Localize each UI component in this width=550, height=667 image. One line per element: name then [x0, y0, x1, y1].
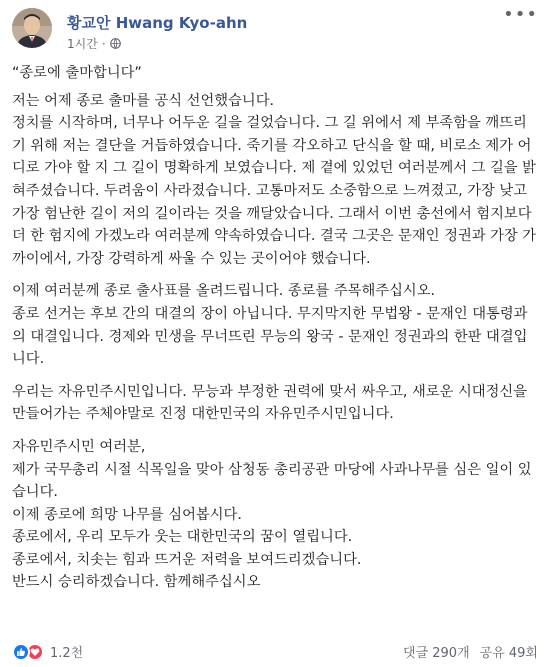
- avatar-photo: [12, 8, 52, 48]
- post-footer: [12, 640, 538, 662]
- paragraph-line: 종로 선거는 후보 간의 대결의 장이 아닙니다. 무지막지한 무법왕 - 문재인 대통령과의 대결입니다. 경제와 민생을 무너뜨린 무능의 왕국 - 문재인 정권과의 한판 대결입니다.: [12, 305, 528, 368]
- paragraph-line: 이제 종로에 희망 나무를 심어봅시다.: [12, 506, 242, 523]
- paragraph-line: 종로에서, 우리 모두가 웃는 대한민국의 꿈이 열립니다.: [12, 529, 353, 546]
- paragraph-line: 정치를 시작하며, 너무나 어두운 길을 걸었습니다. 그 길 위에서 제 부족함을 깨뜨리기 위해 저는 결단을 거듭하였습니다. 죽기를 각오하고 단식을 할 때, 비로소 제가 어디로 가야 할 지 그 길이 명확하게 보였습니다. 제 곁에 있었던 여러분께서 그 길을 밝혀주셨습니다. 두려움이 사라졌습니다. 고통마저도 소중함으로 느껴졌고, 가장 낮고 가장 험난한 길이 저의 길이라는 것을 깨달았습니다. 그래서 이번 총선에서 험지보다 더 한 험지에 가겠노라 여러분께 약속하였습니다. 결국 그곳은 문재인 정권과 가장 가까이에서, 가장 강력하게 싸울 수 있는 곳이어야 했습니다.: [12, 115, 537, 267]
- paragraph-1: [12, 90, 538, 271]
- profile-avatar[interactable]: [12, 8, 52, 48]
- paragraph-line: 이제 여러분께 종로 출사표를 올려드립니다. 종로를 주목해주십시오.: [12, 283, 436, 300]
- paragraph-line: 종로에서, 치솟는 힘과 뜨거운 저력을 보여드리겠습니다.: [12, 551, 362, 568]
- paragraph-2: [12, 280, 538, 370]
- paragraph-3: [12, 381, 538, 426]
- paragraph-4: [12, 436, 538, 594]
- paragraph-line: 반드시 승리하겠습니다. 함께해주십시오: [12, 574, 261, 591]
- post-text: [12, 62, 538, 604]
- post-time[interactable]: 1시간: [67, 37, 98, 51]
- paragraph-line: 자유민주시민 여러분,: [12, 438, 146, 455]
- shares-count-link[interactable]: 공유 49회: [479, 646, 538, 661]
- comments-count-link[interactable]: 댓글 290개: [403, 646, 470, 661]
- author-name[interactable]: 황교안 Hwang Kyo-ahn: [67, 14, 248, 32]
- engagement-stats: [403, 642, 538, 661]
- globe-icon[interactable]: [110, 38, 121, 49]
- post-header: [12, 4, 538, 52]
- post-title: “종로에 출마합니다”: [12, 65, 142, 81]
- like-icon: [12, 643, 30, 661]
- post-meta: [67, 35, 121, 52]
- paragraph-line: 제가 국무총리 시절 식목일을 맞아 삼청동 총리공관 마당에 사과나무를 심은 일이 있습니다.: [12, 461, 532, 501]
- separator-dot: ·: [101, 36, 106, 51]
- reaction-count: 1.2천: [50, 646, 84, 661]
- paragraph-line: 저는 어제 종로 출마를 공식 선언했습니다.: [12, 92, 275, 109]
- paragraph-line: 우리는 자유민주시민입니다. 무능과 부정한 권력에 맞서 싸우고, 새로운 시대정신을 만들어가는 주체야말로 진정 대한민국의 자유민주시민입니다.: [12, 383, 528, 423]
- more-options-icon[interactable]: •••: [503, 4, 538, 25]
- reactions-summary[interactable]: [12, 642, 83, 661]
